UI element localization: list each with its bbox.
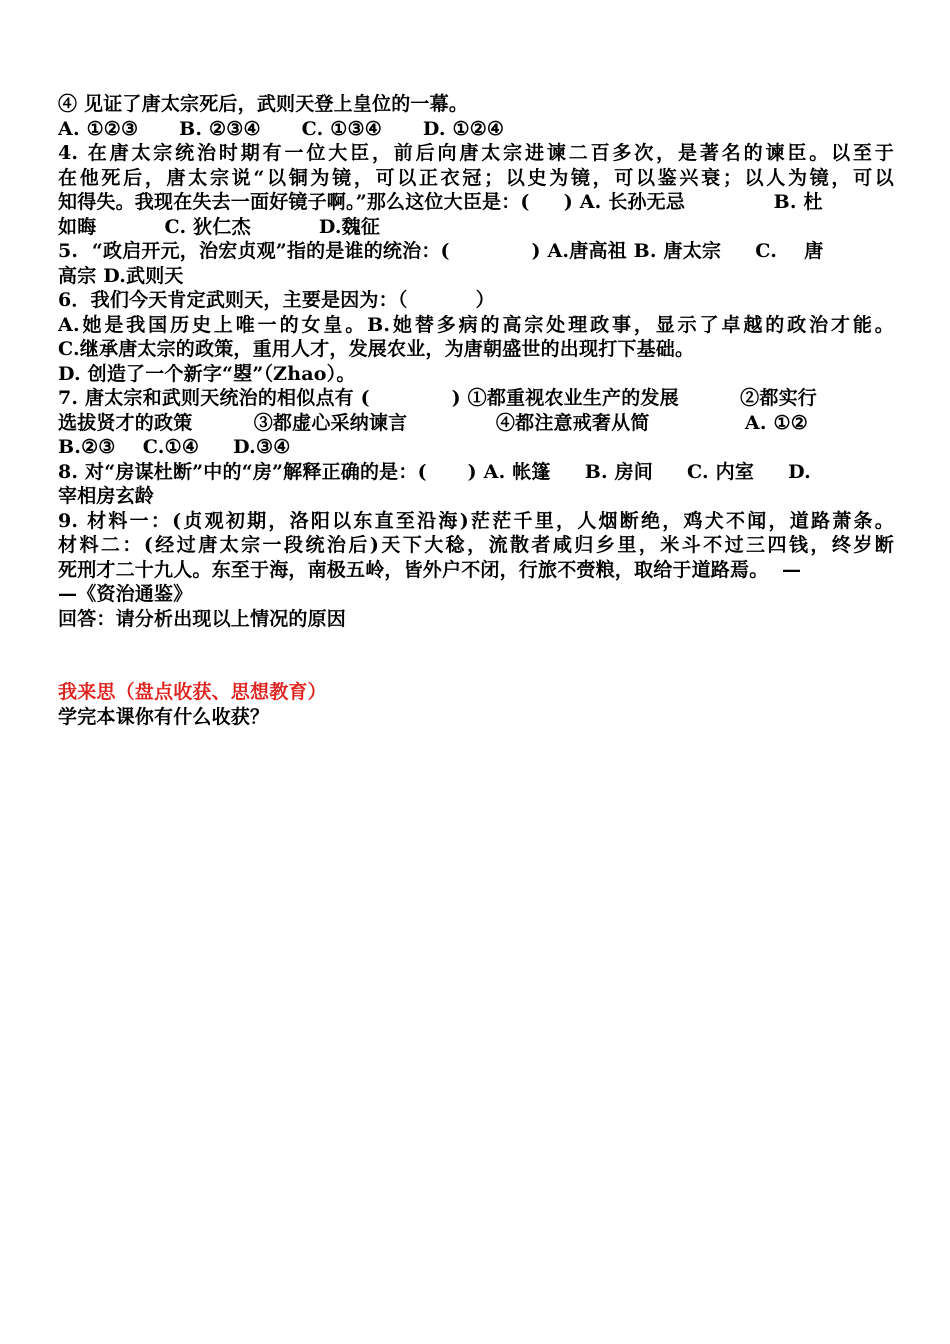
text-line-10: A.她是我国历史上唯一的女皇。B.她替多病的高宗处理政事，显示了卓越的政治才能。 xyxy=(58,313,894,336)
text-line-17: 宰相房玄龄 xyxy=(58,485,155,507)
section-spacer xyxy=(58,631,894,680)
text-line-5: 知得失。我现在失去一面好镜子啊。”那么这位大臣是：( ) A. 长孙无忌 B. 杜 xyxy=(58,191,823,213)
text-line-7: 5. “政启开元，治宏贞观”指的是谁的统治：( ) A.唐高祖 B. 唐太宗 C. 唐 xyxy=(58,240,824,262)
section-question: 学完本课你有什么收获？ xyxy=(58,705,270,728)
text-line-1: ④ 见证了唐太宗死后，武则天登上皇位的一幕。 xyxy=(58,93,469,115)
worksheet-page xyxy=(58,92,894,729)
text-line-16: 8. 对“房谋杜断”中的“房”解释正确的是：( ) A. 帐篷 B. 房间 C. 内室 D. xyxy=(58,460,811,483)
text-line-9: 6．我们今天肯定武则天，主要是因为：（ ） xyxy=(58,289,495,311)
text-line-22: 回答：请分析出现以上情况的原因 xyxy=(58,607,347,630)
text-line-6: 如晦 C. 狄仁杰 D.魏征 xyxy=(58,215,381,238)
text-line-3: 4. 在唐太宗统治时期有一位大臣，前后向唐太宗进谏二百多次，是著名的谏臣。以至于 xyxy=(58,142,894,164)
text-line-18: 9. 材料一：(贞观初期，洛阳以东直至沿海)茫茫千里，人烟断绝，鸡犬不闻，道路萧条。 xyxy=(58,509,894,532)
text-line-11: C.继承唐太宗的政策，重用人才，发展农业，为唐朝盛世的出现打下基础。 xyxy=(58,338,695,360)
text-line-13: 7. 唐太宗和武则天统治的相似点有 ( ) ①都重视农业生产的发展 ②都实行 xyxy=(58,387,817,409)
text-line-8: 高宗 D.武则天 xyxy=(58,264,184,287)
text-line-19: 材料二：(经过唐太宗一段统治后)天下大稔，流散者咸归乡里，米斗不过三四钱，终岁断 xyxy=(58,534,894,556)
text-line-20: 死刑才二十九人。东至于海，南极五岭，皆外户不闭，行旅不赍粮，取给于道路焉。 — xyxy=(58,558,802,581)
text-line-21: —《资治通鉴》 xyxy=(58,583,193,605)
section-heading: 我来思（盘点收获、思想教育） xyxy=(58,681,327,703)
text-line-15: B.②③ C.①④ D.③④ xyxy=(58,436,291,458)
text-line-12: D. 创造了一个新字“曌”（Zhao）。 xyxy=(58,362,356,385)
text-line-14: 选拔贤才的政策 ③都虚心采纳谏言 ④都注意戒奢从简 A. ①② xyxy=(58,411,808,434)
text-line-2: A. ①②③ B. ②③④ C. ①③④ D. ①②④ xyxy=(58,117,505,140)
text-line-4: 在他死后，唐太宗说“以铜为镜，可以正衣冠；以史为镜，可以鉴兴衰；以人为镜，可以 xyxy=(58,166,894,189)
